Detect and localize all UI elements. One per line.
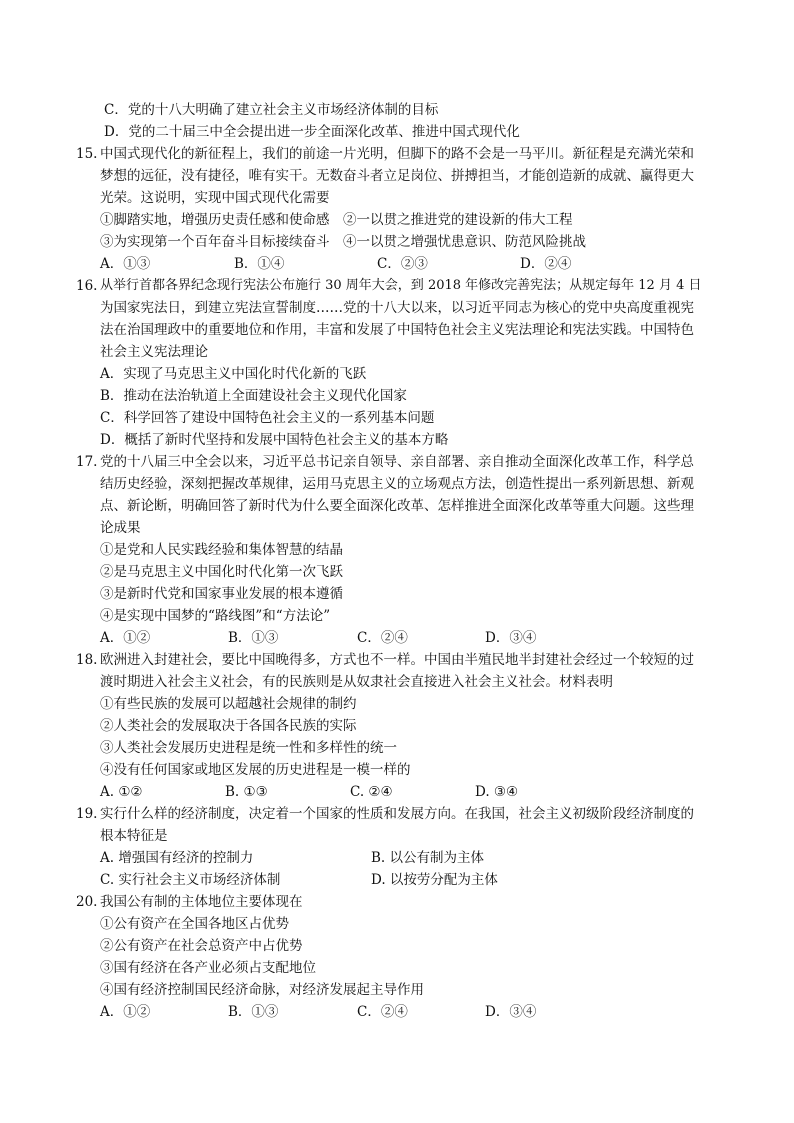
- question-16-stem-line: 法在治国理政中的重要地位和作用，丰富和发展了中国特色社会主义宪法理论和宪法实践。中国特色: [100, 322, 694, 338]
- question-15-number: 15.: [76, 146, 98, 162]
- question-18-choice-a[interactable]: A. ①②: [100, 784, 143, 800]
- prev-option-c: C．党的十八大明确了建立社会主义市场经济体制的目标: [104, 102, 439, 118]
- question-15-choice-c[interactable]: C．②③: [377, 256, 428, 272]
- question-17-statement: ②是马克思主义中国化时代化第一次飞跃: [100, 564, 343, 580]
- question-17-choice-b[interactable]: B．①③: [228, 630, 279, 646]
- question-20-statement: ①公有资产在全国各地区占优势: [100, 916, 289, 932]
- question-17-number: 17.: [76, 454, 98, 470]
- question-19-stem-line: 根本特征是: [100, 828, 168, 844]
- question-17-stem-line: 党的十八届三中全会以来，习近平总书记亲自领导、亲自部署、亲自推动全面深化改革工作，科学总: [100, 454, 694, 470]
- question-18-statement: ④没有任何国家或地区发展的历史进程是一模一样的: [100, 762, 411, 778]
- question-20-statement: ④国有经济控制国民经济命脉，对经济发展起主导作用: [100, 982, 424, 998]
- question-18-statement: ③人类社会发展历史进程是统一性和多样性的统一: [100, 740, 397, 756]
- question-19-choice-c[interactable]: C. 实行社会主义市场经济体制: [100, 872, 281, 888]
- question-20-statement: ③国有经济在各产业必须占支配地位: [100, 960, 316, 976]
- question-19-number: 19.: [76, 806, 98, 822]
- question-20-number: 20.: [76, 894, 98, 910]
- question-15-choice-a[interactable]: A．①③: [100, 256, 151, 272]
- question-15-stem-line: 光荣。这说明，实现中国式现代化需要: [100, 190, 330, 206]
- question-18-stem-line: 欧洲进入封建社会，要比中国晚得多，方式也不一样。中国由半殖民地半封建社会经过一个较短的过: [100, 652, 694, 668]
- question-15-stem-line: 梦想的远征，没有捷径，唯有实干。无数奋斗者立足岗位、拼搏担当，才能创造新的成就、赢得更大: [100, 168, 694, 184]
- question-17-stem-line: 结历史经验，深刻把握改革规律，运用马克思主义的立场观点方法，创造性提出一系列新思想、新观: [100, 476, 694, 492]
- question-16-option-d[interactable]: D．概括了新时代坚持和发展中国特色社会主义的基本方略: [100, 432, 449, 448]
- question-17-choice-a[interactable]: A．①②: [100, 630, 151, 646]
- question-16-option-a[interactable]: A．实现了马克思主义中国化时代化新的飞跃: [100, 366, 367, 382]
- question-20-choice-b[interactable]: B．①③: [228, 1004, 279, 1020]
- question-17-choice-c[interactable]: C．②④: [357, 630, 408, 646]
- question-20-statement: ②公有资产在社会总资产中占优势: [100, 938, 303, 954]
- question-15-statement: ①脚踏实地，增强历史责任感和使命感 ②一以贯之推进党的建设新的伟大工程: [100, 212, 573, 228]
- question-16-stem-line: 为国家宪法日，到建立宪法宣誓制度……党的十八大以来，以习近平同志为核心的党中央高度重视宪: [100, 300, 694, 316]
- question-15-stem-line: 中国式现代化的新征程上，我们的前途一片光明，但脚下的路不会是一马平川。新征程是充满光荣和: [100, 146, 694, 162]
- question-17-stem-line: 点、新论断，明确回答了新时代为什么要全面深化改革、怎样推进全面深化改革等重大问题。这些理: [100, 498, 694, 514]
- question-18-choice-c[interactable]: C. ②④: [350, 784, 393, 800]
- question-16-stem-line: 从举行首都各界纪念现行宪法公布施行 30 周年大会，到 2018 年修改完善宪法；从规定每年 12 月 4 日: [100, 278, 702, 293]
- question-18-statement: ②人类社会的发展取决于各国各民族的实际: [100, 718, 357, 734]
- question-19-choice-b[interactable]: B. 以公有制为主体: [371, 850, 485, 866]
- question-19-stem-line: 实行什么样的经济制度，决定着一个国家的性质和发展方向。在我国，社会主义初级阶段经济制度的: [100, 806, 694, 822]
- question-18-stem-line: 渡时期进入社会主义社会，有的民族则是从奴隶社会直接进入社会主义社会。材料表明: [100, 674, 613, 690]
- prev-option-d: D．党的二十届三中全会提出进一步全面深化改革、推进中国式现代化: [104, 124, 520, 140]
- question-16-stem-line: 社会主义宪法理论: [100, 344, 208, 360]
- question-17-statement: ④是实现中国梦的“路线图”和“方法论”: [100, 608, 331, 624]
- question-17-stem-line: 论成果: [100, 520, 141, 536]
- question-18-number: 18.: [76, 652, 98, 668]
- question-16-number: 16.: [76, 278, 98, 294]
- question-20-choice-d[interactable]: D．③④: [485, 1004, 537, 1020]
- question-19-choice-d[interactable]: D. 以按劳分配为主体: [371, 872, 498, 888]
- question-15-statement: ③为实现第一个百年奋斗目标接续奋斗 ④一以贯之增强忧患意识、防范风险挑战: [100, 234, 586, 250]
- question-17-choice-d[interactable]: D．③④: [485, 630, 537, 646]
- question-20-stem-line: 我国公有制的主体地位主要体现在: [100, 894, 303, 910]
- question-18-choice-d[interactable]: D. ③④: [475, 784, 519, 800]
- question-19-choice-a[interactable]: A. 增强国有经济的控制力: [100, 850, 254, 866]
- question-18-choice-b[interactable]: B. ①③: [225, 784, 268, 800]
- question-16-option-c[interactable]: C．科学回答了建设中国特色社会主义的一系列基本问题: [100, 410, 435, 426]
- question-15-choice-b[interactable]: B．①④: [234, 256, 285, 272]
- question-15-choice-d[interactable]: D．②④: [520, 256, 572, 272]
- question-18-statement: ①有些民族的发展可以超越社会规律的制约: [100, 696, 357, 712]
- question-20-choice-a[interactable]: A．①②: [100, 1004, 151, 1020]
- question-20-choice-c[interactable]: C．②④: [357, 1004, 408, 1020]
- question-17-statement: ①是党和人民实践经验和集体智慧的结晶: [100, 542, 343, 558]
- question-17-statement: ③是新时代党和国家事业发展的根本遵循: [100, 586, 343, 602]
- question-16-option-b[interactable]: B．推动在法治轨道上全面建设社会主义现代化国家: [100, 388, 407, 404]
